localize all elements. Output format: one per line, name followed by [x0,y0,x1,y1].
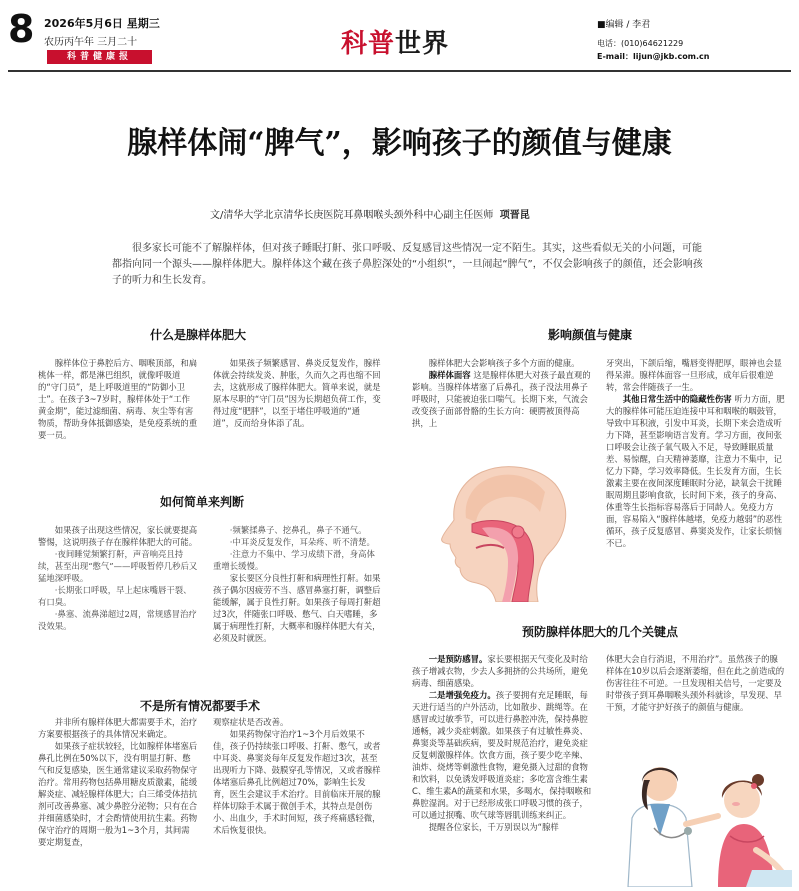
symptom-item: ·注意力不集中、学习成绩下滑，身高体重增长缓慢。 [213,549,375,571]
paragraph: 腺样体位于鼻腔后方、咽喉顶部，和扁桃体一样，都是淋巴组织，就像呼吸道的“守门员”，是上呼吸道里的“防御小卫士”。在孩子3~7岁时，腺样体处于“工作黄金期”，能过滤细菌、病毒、灰尘等有害物质，帮助身体抵御感染，是免疫系统的重要一员。 [38,358,198,440]
symptom-item: ·夜间睡觉频繁打鼾，声音响亮且持续，甚至出现“憋气”——呼吸暂停几秒后又猛地深呼吸。 [38,549,198,583]
page-number: 8 [8,7,35,51]
symptom-item: ·长期张口呼吸，早上起床嘴唇干裂、有口臭。 [38,585,192,607]
paragraph: 如果孩子症状较轻，比如腺样体堵塞后鼻孔比例在50%以下，没有明显打鼾、憋气和反复感染，医生通常建议采取药物保守治疗。常用药物包括鼻用糖皮质激素，能缓解炎症、减轻腺样体肥大；白三烯受体拮抗剂可改善鼻塞、减少鼻腔分泌物；只有在合并细菌感染时，才会酌情使用抗生素。药物保守治疗的周期一般为1~3个月，其间需要定期复查， [38,741,198,847]
byline [210,206,530,221]
paragraph: 腺样体面容 这是腺样体肥大对孩子最直观的影响。当腺样体堵塞了后鼻孔，孩子没法用鼻子呼吸时，只能被迫张口喘气。长期下来，气流会改变孩子面部骨骼的生长方向：硬腭被顶得高拱，上 [412,370,591,428]
paragraph: 并非所有腺样体肥大都需要手术，治疗方案要根据孩子的具体情况来确定。 [38,717,198,739]
symptom-item: ·鼻塞、流鼻涕超过2周，常规感冒治疗没效果。 [38,609,197,631]
airway-profile-illustration [420,462,590,602]
section-looks-left [412,357,592,457]
doctor-child-figure [606,740,792,887]
paragraph: 一是预防感冒。家长要根据天气变化及时给孩子增减衣物，少去人多拥挤的公共场所，避免病毒、细菌感染。 [412,654,588,688]
byline-author: 项晋昆 [499,210,530,221]
editor-info: ■编辑 / 李君 [597,20,651,30]
symptom-item: ·中耳炎反复发作，耳朵疼、听不清楚。 [229,537,375,547]
paragraph: 二是增强免疫力。孩子要拥有充足睡眠，每天进行适当的户外活动，比如散步、跳绳等。在感冒或过敏季节，可以进行鼻腔冲洗，保持鼻腔通畅，减少炎症刺激。如果孩子有过敏性鼻炎、鼻窦炎等基础疾病，要及时规范治疗，避免炎症反复刺激腺样体。饮食方面，孩子要少吃辛辣、油炸、烧烤等刺激性食物，避免摄入过甜的食物和饮料，以免诱发呼吸道炎症；多吃富含维生素C、维生素A的蔬菜和水果，多喝水，保持咽喉和鼻腔湿润。对于已经形成张口呼吸习惯的孩子，可以通过抿嘴、吹气球等唇肌训练来纠正。 [412,690,592,820]
paragraph: 观察症状是否改善。 [213,717,289,727]
contact-email: E-mail：lijun@jkb.com.cn [597,52,710,61]
paragraph: 体肥大会自行消退，不用治疗”。虽然孩子的腺样体在10岁以后会逐渐萎缩，但在此之前造成的伤害往往不可逆。一旦发现相关信号，一定要及时带孩子到耳鼻咽喉头颈外科就诊，早发现、早干预，才能守护好孩子的颜值与健康。 [606,654,785,712]
section-what-is-right [213,357,381,453]
paragraph: 家长要区分良性打鼾和病理性打鼾。如果孩子偶尔因疲劳不当、感冒鼻塞打鼾，调整后能缓解，属于良性打鼾。如果孩子每周打鼾超过3次，伴随张口呼吸、憋气、白天嗜睡，多属于病理性打鼾，大概率和腺样体肥大有关，必须及时就医。 [213,573,381,643]
article-lead: 很多家长可能不了解腺样体，但对孩子睡眠打鼾、张口呼吸、反复感冒这些情况一定不陌生。其实，这些看似无关的小问题，可能都指向同一个源头——腺样体肥大。腺样体这个藏在孩子鼻腔深处的“小组织”，一旦闹起“脾气”，不仅会影响孩子的颜值，还会影响孩子的听力和生长发育。 [112,243,703,286]
section-title [341,23,449,60]
article-headline: 腺样体闹“脾气”，影响孩子的颜值与健康 [127,126,672,161]
section-surgery-left [38,716,198,882]
section-prevention-left [412,653,592,883]
contact-phone: 电话：(010)64621229 [597,39,684,48]
lunar-date: 农历丙午年 三月二十 [44,37,138,48]
section-what-is-left [38,357,198,453]
header-divider [8,70,791,72]
paragraph: 如果孩子频繁感冒、鼻炎反复发作，腺样体就会持续发炎、肿胀，久而久之再也缩不回去，这就形成了腺样体肥大。简单来说，就是原本尽职的“守门员”因为长期超负荷工作，变得过度“肥胖”，以至于堵住呼吸道的“通道”，反而给身体添了乱。 [213,358,381,428]
section-looks-right [606,357,786,573]
section-surgery-right [213,716,381,882]
section-title-black: 世界 [395,29,450,59]
issue-date: 2026年5月6日 星期三 [44,17,160,30]
newspaper-brand: 科普健康报 [47,50,152,64]
paragraph: 如果孩子出现这些情况，家长就要提高警惕，这说明孩子存在腺样体肥大的可能。 [38,525,198,547]
section-judge-left [38,524,198,660]
section-prevention-right [606,653,786,737]
paragraph: 腺样体肥大会影响孩子多个方面的健康。 [428,358,580,368]
symptom-item: ·频繁揉鼻子、挖鼻孔，鼻子不通气。 [229,525,367,535]
doctor-child-illustration [606,740,792,887]
airway-diagram [420,462,590,602]
paragraph: 如果药物保守治疗1~3个月后效果不佳，孩子仍持续张口呼吸、打鼾、憋气，或者中耳炎、鼻窦炎每年反复发作超过3次，甚至出现听力下降、鼓膜穿孔等情况，又或者腺样体堵塞后鼻孔比例超过70%，影响生长发育，医生会建议手术治疗。目前临床开展的腺样体切除手术属于微创手术，其特点是创伤小、出血少，手术时间短，孩子疼痛感轻微，术后恢复很快。 [213,729,381,835]
section-judge-right [213,524,381,660]
section-title-what-is: 什么是腺样体肥大 [150,328,247,342]
byline-affiliation: 文/清华大学北京清华长庚医院耳鼻咽喉头颈外科中心副主任医师 [210,210,494,221]
section-title-prevention: 预防腺样体肥大的几个关键点 [522,625,679,639]
section-title-surgery: 不是所有情况都要手术 [140,699,261,713]
section-title-how-to-judge: 如何简单来判断 [160,495,245,509]
section-title-looks-health: 影响颜值与健康 [548,328,633,342]
paragraph: 提醒各位家长，千万别误以为“腺样 [428,822,559,832]
paragraph: 牙突出，下颌后缩，嘴唇变得肥厚，眼神也会显得呆滞。腺样体面容一旦形成，成年后很难逆转，常会伴随孩子一生。 [606,358,782,392]
paragraph: 其他日常生活中的隐藏性伤害 听力方面，肥大的腺样体可能压迫连接中耳和咽喉的咽鼓管，导致中耳积液，引发中耳炎，长期下来会造成听力下降，甚至影响语言发育。学习方面，夜间张口呼吸会让孩子氧气吸入不足，导致睡眠质量差、易惊醒，白天精神萎靡，注意力不集中，记忆力下降，学习效率降低。生长发育方面，生长激素主要在夜间深度睡眠时分泌，缺氧会干扰睡眠周期且影响食欲，长时间下来，孩子的身高、体重等生长指标容易落后于同龄人。免疫力方面，容易陷入“腺样体越堵，免疫力越弱”的恶性循环，孩子反复感冒、鼻窦炎发作，让家长烦恼不已。 [606,394,785,548]
section-title-red: 科普 [341,29,396,59]
